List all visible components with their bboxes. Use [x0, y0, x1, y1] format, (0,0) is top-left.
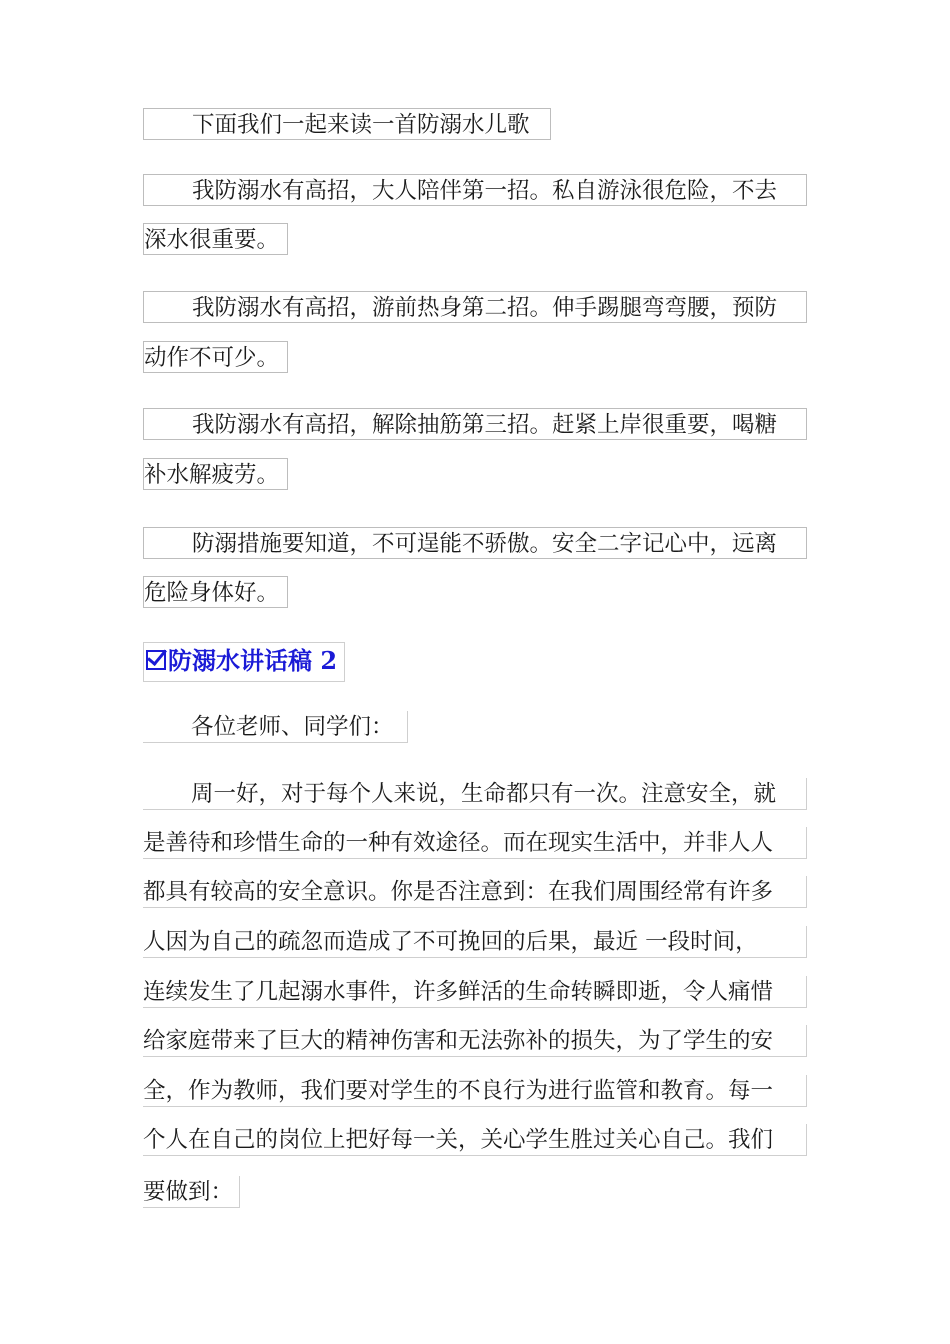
poem-stanza-2-line-2: 动作不可少。	[143, 341, 288, 373]
checked-box-icon	[146, 650, 166, 670]
speech-line-3: 都具有较高的安全意识。你是否注意到：在我们周围经常有许多	[143, 876, 807, 908]
speech-line-2: 是善待和珍惜生命的一种有效途径。而在现实生活中，并非人人	[143, 827, 807, 859]
speech-line-8: 个人在自己的岗位上把好每一关，关心学生胜过关心自己。我们	[143, 1124, 807, 1156]
speech-line-4: 人因为自己的疏忽而造成了不可挽回的后果，最近 一段时间，	[143, 926, 807, 958]
speech-line-1: 周一好，对于每个人来说，生命都只有一次。注意安全，就	[143, 778, 807, 810]
poem-stanza-2-line-1: 我防溺水有高招，游前热身第二招。伸手踢腿弯弯腰，预防	[143, 291, 807, 323]
speech-greeting: 各位老师、同学们：	[143, 711, 408, 743]
speech-line-7: 全，作为教师，我们要对学生的不良行为进行监管和教育。每一	[143, 1075, 807, 1107]
speech-line-6: 给家庭带来了巨大的精神伤害和无法弥补的损失，为了学生的安	[143, 1025, 807, 1057]
poem-stanza-3-line-2: 补水解疲劳。	[143, 458, 288, 490]
section-heading	[143, 642, 345, 682]
poem-stanza-3-line-1: 我防溺水有高招，解除抽筋第三招。赶紧上岸很重要，喝糖	[143, 408, 807, 440]
poem-stanza-4-line-1: 防溺措施要知道，不可逞能不骄傲。安全二字记心中，远离	[143, 527, 807, 559]
poem-stanza-4-line-2: 危险身体好。	[143, 576, 288, 608]
section-title: 防溺水讲话稿 2	[168, 646, 338, 675]
poem-intro: 下面我们一起来读一首防溺水儿歌	[143, 108, 551, 140]
speech-line-5: 连续发生了几起溺水事件，许多鲜活的生命转瞬即逝，令人痛惜	[143, 976, 807, 1008]
poem-stanza-1-line-1: 我防溺水有高招，大人陪伴第一招。私自游泳很危险，不去	[143, 174, 807, 206]
speech-line-9: 要做到：	[143, 1176, 240, 1208]
poem-stanza-1-line-2: 深水很重要。	[143, 223, 288, 255]
